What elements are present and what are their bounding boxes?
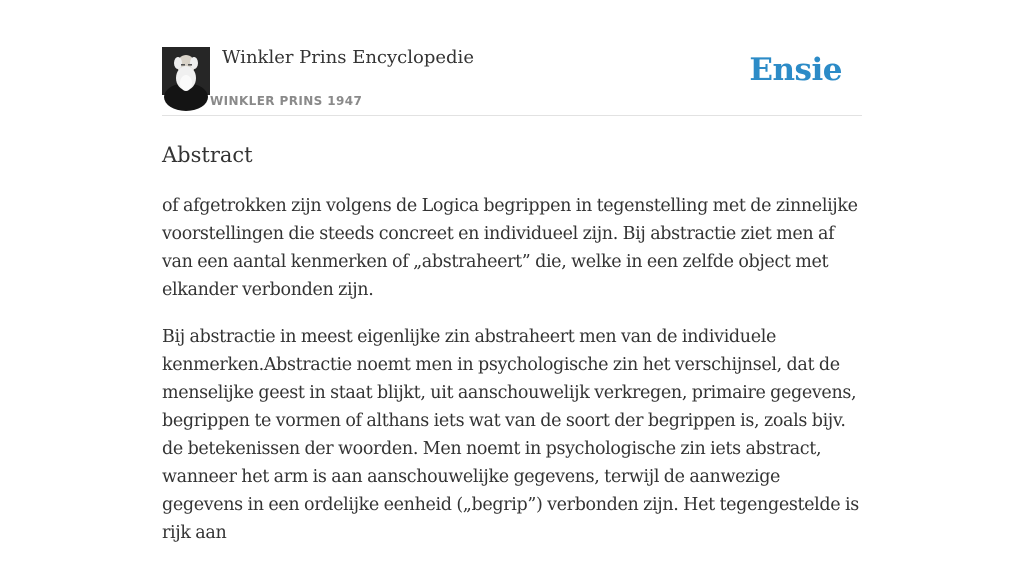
page-container <box>162 0 862 543</box>
site-name[interactable]: Winkler Prins Encyclopedie <box>222 47 474 68</box>
source-label: WINKLER PRINS 1947 <box>210 94 363 108</box>
article-body <box>162 192 862 566</box>
article-paragraph: of afgetrokken zijn volgens de Logica begrippen in tegenstelling met de zinnelijke voorstellingen die steeds concreet en individueel zijn. Bij abstractie ziet men af van een aantal kenmerken of „abstraheert” die, welke in een zelfde object met elkander verbonden zijn. <box>162 196 858 300</box>
author-portrait-icon[interactable] <box>162 47 210 95</box>
ensie-logo[interactable]: Ensie <box>749 52 842 88</box>
article-paragraph: Bij abstractie in meest eigenlijke zin abstraheert men van de individuele kenmerken.Abstractie noemt men in psychologische zin het verschijnsel, dat de menselijke geest in staat blijkt, uit aanschouwelijk verkregen, primaire gegevens, begrippen te vormen of althans iets wat van de soort der begrippen is, zoals bijv. de betekenissen der woorden. Men noemt in psychologische zin iets abstract, wanneer het arm is aan aanschouwelijke gegevens, terwijl de aanwezige gegevens in een ordelijke eenheid („begrip”) verbonden zijn. Het tegengestelde is rijk aan <box>162 327 859 543</box>
site-header <box>162 0 862 116</box>
article-title: Abstract <box>162 143 253 167</box>
